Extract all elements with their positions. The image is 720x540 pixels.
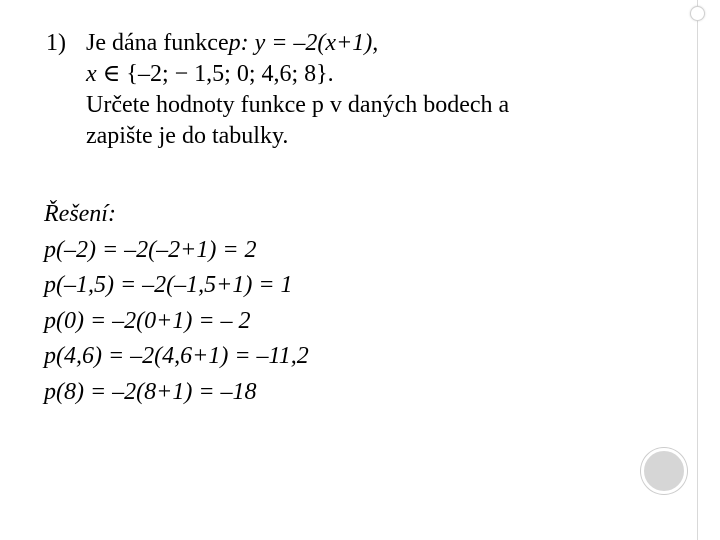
solution-line: p(8) = –2(8+1) = –18: [44, 378, 257, 405]
task-number: 1): [46, 30, 66, 56]
solution-line: p(–1,5) = –2(–1,5+1) = 1: [44, 272, 293, 298]
task-line-2: [46, 59, 509, 90]
decorative-circle-small: [690, 6, 705, 21]
task-block: [46, 28, 509, 152]
function-definition: p: y = –2(x+1),: [228, 30, 379, 56]
solution-line: p(4,6) = –2(4,6+1) = –11,2: [44, 343, 309, 369]
solution-line: p(0) = –2(0+1) = – 2: [44, 307, 251, 334]
solution-line: p(–2) = –2(–2+1) = 2: [44, 236, 257, 263]
task-line-3: Určete hodnoty funkce p v daných bodech a: [86, 92, 510, 118]
solution-block: [44, 197, 309, 410]
solution-heading: Řešení:: [44, 201, 116, 227]
domain-variable: x ∈: [86, 61, 127, 87]
task-line-4: zapište je do tabulky.: [86, 123, 289, 149]
slide-border-line: [697, 0, 698, 540]
task-intro-text: Je dána funkce: [86, 30, 229, 56]
task-line-1: [46, 28, 509, 59]
domain-set: {–2; − 1,5; 0; 4,6; 8}.: [126, 61, 334, 87]
decorative-circle-large: [641, 448, 687, 494]
